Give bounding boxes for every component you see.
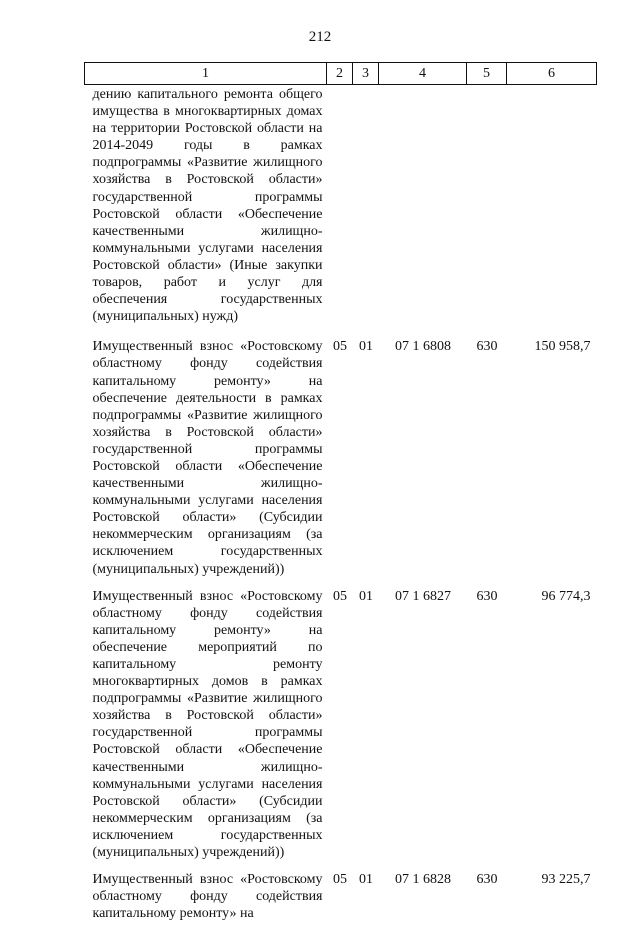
header-col-2: 2 [327,63,353,85]
budget-table [84,62,597,927]
subsection-code: 01 [359,588,373,604]
table-row [85,333,597,582]
header-col-1: 1 [85,63,327,85]
amount-value: 150 958,7 [534,339,591,355]
amount-value: 93 225,7 [541,872,591,888]
expense-type-code: 630 [476,588,498,604]
target-article-code: 07 1 6827 [395,588,451,604]
amount-value [507,85,597,334]
table-row [85,866,597,927]
section-code [327,85,353,334]
target-article-code: 07 1 6808 [395,339,451,355]
header-col-4: 4 [379,63,467,85]
header-col-5: 5 [467,63,507,85]
section-code: 05 [333,339,347,355]
item-description: Имущественный взнос «Ростовскому областному фонду содействия капитальному ремонту» на обеспечение мероприятий по капитальному ремонту многоквартирных домов в рамках подпрограммы «Развитие жилищного хозяйства в Ростовской области» государственной программы Ростовской области «Обеспечение качественными жилищно-коммунальными услугами населения Ростовской области» (Субсидии некоммерческим организациям (за исключением государственных (муниципальных) учреждений)) [92,588,323,861]
subsection-code: 01 [359,872,373,888]
expense-type-code: 630 [476,872,498,888]
expense-type-code [467,85,507,334]
subsection-code [353,85,379,334]
header-col-3: 3 [353,63,379,85]
table-header-row [85,63,597,85]
item-description: дению капитального ремонта общего имущества в многоквартирных домах на территории Ростовской области на 2014-2049 годы в рамках подпрограммы «Развитие жилищного хозяйства в Ростовской области» государственной программы Ростовской области «Обеспечение качественными жилищно-коммунальными услугами населения Ростовской области» (Иные закупки товаров, работ и услуг для обеспечения государственных (муниципальных) нужд) [92,87,323,325]
expense-type-code: 630 [476,339,498,355]
item-description: Имущественный взнос «Ростовскому областному фонду содействия капитальному ремонту» на [92,872,323,922]
item-description: Имущественный взнос «Ростовскому областному фонду содействия капитальному ремонту» на обеспечение деятельности в рамках подпрограммы «Развитие жилищного хозяйства в Ростовской области» государственной программы Ростовской области «Обеспечение качественными жилищно-коммунальными услугами населения Ростовской области» (Субсидии некоммерческим организациям (за исключением государственных (муниципальных) учреждений)) [92,339,323,577]
target-article-code: 07 1 6828 [395,872,451,888]
page-number: 212 [308,29,332,45]
section-code: 05 [333,588,347,604]
header-col-6: 6 [507,63,597,85]
target-article-code [379,85,467,334]
amount-value: 96 774,3 [541,588,591,604]
table-row [85,85,597,334]
section-code: 05 [333,872,347,888]
table-row [85,583,597,867]
subsection-code: 01 [359,339,373,355]
